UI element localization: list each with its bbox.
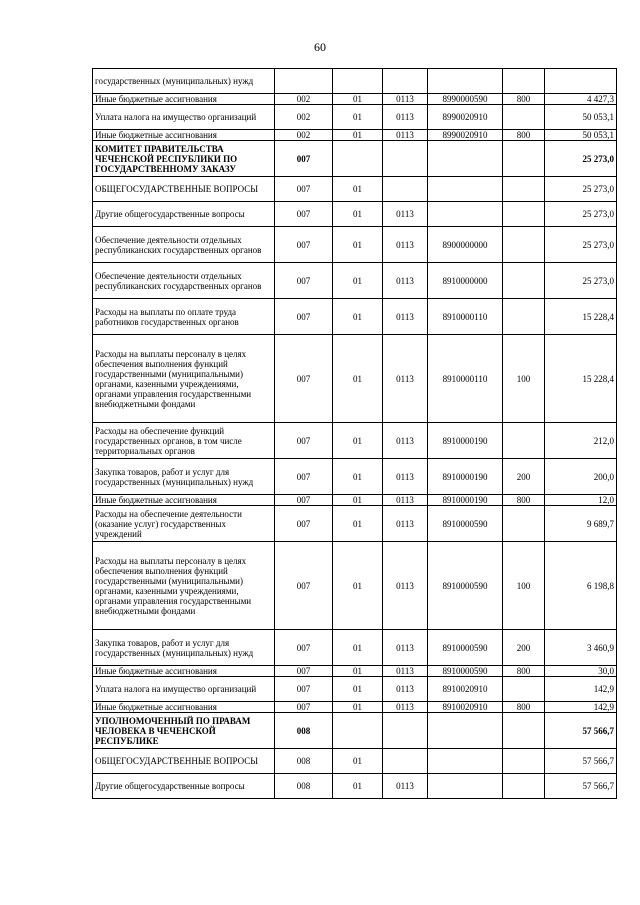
row-expense-type (503, 263, 545, 299)
row-expense-type (503, 299, 545, 335)
row-name: Расходы на выплаты персоналу в целях обеспечения выполнения функций государственными (муниципальными) органами, казенными учреждениями, органами управления государственными внебюджетными фондами (93, 335, 275, 423)
row-target-article: 8910000590 (428, 542, 503, 630)
row-expense-type (503, 506, 545, 542)
row-target-article (428, 774, 503, 799)
row-target-article: 8910000590 (428, 666, 503, 677)
row-section-code: 01 (333, 299, 383, 335)
row-section-code: 01 (333, 202, 383, 227)
row-expense-type (503, 713, 545, 749)
table-row (93, 774, 617, 799)
row-amount: 57 566,7 (545, 749, 617, 774)
row-target-article: 8910000110 (428, 335, 503, 423)
row-expense-type: 200 (503, 630, 545, 666)
row-section-code: 01 (333, 506, 383, 542)
row-section-code: 01 (333, 263, 383, 299)
row-amount: 50 053,1 (545, 130, 617, 141)
row-amount: 57 566,7 (545, 774, 617, 799)
row-expense-type (503, 677, 545, 702)
row-section-code (333, 713, 383, 749)
row-section-code: 01 (333, 495, 383, 506)
row-section-code: 01 (333, 105, 383, 130)
row-name: УПОЛНОМОЧЕННЫЙ ПО ПРАВАМ ЧЕЛОВЕКА В ЧЕЧЕНСКОЙ РЕСПУБЛИКЕ (93, 713, 275, 749)
row-expense-type (503, 105, 545, 130)
row-amount: 142,9 (545, 702, 617, 713)
row-section-code: 01 (333, 94, 383, 105)
row-target-article: 8910020910 (428, 677, 503, 702)
table-row (93, 506, 617, 542)
budget-table (92, 68, 617, 799)
row-admin-code: 007 (275, 177, 333, 202)
row-section-code: 01 (333, 177, 383, 202)
row-expense-type (503, 141, 545, 177)
row-expense-type (503, 177, 545, 202)
row-subsection-code: 0113 (383, 542, 428, 630)
row-subsection-code: 0113 (383, 94, 428, 105)
table-row (93, 666, 617, 677)
row-subsection-code: 0113 (383, 630, 428, 666)
table-row (93, 202, 617, 227)
row-section-code: 01 (333, 749, 383, 774)
row-subsection-code: 0113 (383, 495, 428, 506)
row-subsection-code: 0113 (383, 130, 428, 141)
row-subsection-code: 0113 (383, 459, 428, 495)
row-amount: 15 228,4 (545, 299, 617, 335)
row-expense-type: 800 (503, 702, 545, 713)
row-admin-code: 007 (275, 141, 333, 177)
row-subsection-code: 0113 (383, 263, 428, 299)
row-admin-code: 008 (275, 774, 333, 799)
row-subsection-code (383, 69, 428, 94)
row-admin-code: 002 (275, 105, 333, 130)
row-target-article (428, 69, 503, 94)
row-admin-code: 007 (275, 263, 333, 299)
row-expense-type (503, 202, 545, 227)
row-admin-code: 008 (275, 749, 333, 774)
row-admin-code: 007 (275, 202, 333, 227)
table-row (93, 542, 617, 630)
row-subsection-code: 0113 (383, 105, 428, 130)
row-expense-type: 800 (503, 666, 545, 677)
row-amount (545, 69, 617, 94)
row-amount: 15 228,4 (545, 335, 617, 423)
row-section-code: 01 (333, 227, 383, 263)
row-section-code: 01 (333, 459, 383, 495)
row-expense-type: 200 (503, 459, 545, 495)
row-amount: 12,0 (545, 495, 617, 506)
row-subsection-code: 0113 (383, 666, 428, 677)
row-subsection-code: 0113 (383, 677, 428, 702)
row-name: Иные бюджетные ассигнования (93, 666, 275, 677)
row-amount: 212,0 (545, 423, 617, 459)
row-target-article: 8990000590 (428, 94, 503, 105)
row-admin-code: 007 (275, 459, 333, 495)
row-expense-type: 800 (503, 495, 545, 506)
row-expense-type: 100 (503, 542, 545, 630)
row-name: Расходы на выплаты персоналу в целях обеспечения выполнения функций государственными (муниципальными) органами, казенными учреждениями, органами управления государственными внебюджетными фондами (93, 542, 275, 630)
table-row (93, 299, 617, 335)
row-amount: 25 273,0 (545, 227, 617, 263)
row-target-article (428, 749, 503, 774)
row-target-article: 8910000190 (428, 495, 503, 506)
row-expense-type (503, 69, 545, 94)
row-amount: 25 273,0 (545, 141, 617, 177)
row-name: Закупка товаров, работ и услуг для государственных (муниципальных) нужд (93, 630, 275, 666)
row-name: Уплата налога на имущество организаций (93, 677, 275, 702)
row-target-article: 8900000000 (428, 227, 503, 263)
page-number: 60 (314, 40, 326, 54)
row-expense-type (503, 774, 545, 799)
row-admin-code (275, 69, 333, 94)
table-row (93, 94, 617, 105)
row-target-article: 8910000190 (428, 459, 503, 495)
table-row (93, 702, 617, 713)
budget-table-body (93, 69, 617, 799)
table-row (93, 227, 617, 263)
row-name: ОБЩЕГОСУДАРСТВЕННЫЕ ВОПРОСЫ (93, 177, 275, 202)
table-row (93, 459, 617, 495)
table-row (93, 630, 617, 666)
row-subsection-code: 0113 (383, 227, 428, 263)
row-section-code: 01 (333, 702, 383, 713)
row-name: КОМИТЕТ ПРАВИТЕЛЬСТВА ЧЕЧЕНСКОЙ РЕСПУБЛИКИ ПО ГОСУДАРСТВЕННОМУ ЗАКАЗУ (93, 141, 275, 177)
row-expense-type (503, 423, 545, 459)
row-name: Уплата налога на имущество организаций (93, 105, 275, 130)
row-admin-code: 002 (275, 94, 333, 105)
row-target-article: 8910000590 (428, 506, 503, 542)
table-row (93, 749, 617, 774)
row-section-code (333, 141, 383, 177)
row-subsection-code: 0113 (383, 335, 428, 423)
row-subsection-code: 0113 (383, 423, 428, 459)
row-admin-code: 007 (275, 702, 333, 713)
table-row (93, 713, 617, 749)
table-row (93, 69, 617, 94)
table-row (93, 141, 617, 177)
row-section-code: 01 (333, 335, 383, 423)
row-name: Иные бюджетные ассигнования (93, 130, 275, 141)
row-expense-type (503, 749, 545, 774)
row-target-article (428, 713, 503, 749)
row-amount: 6 198,8 (545, 542, 617, 630)
row-subsection-code: 0113 (383, 702, 428, 713)
row-amount: 25 273,0 (545, 177, 617, 202)
row-section-code: 01 (333, 423, 383, 459)
row-admin-code: 007 (275, 630, 333, 666)
row-admin-code: 007 (275, 677, 333, 702)
row-target-article: 8910000110 (428, 299, 503, 335)
table-row (93, 263, 617, 299)
row-amount: 3 460,9 (545, 630, 617, 666)
row-admin-code: 007 (275, 299, 333, 335)
row-subsection-code (383, 749, 428, 774)
row-expense-type: 100 (503, 335, 545, 423)
row-name: Обеспечение деятельности отдельных республиканских государственных органов (93, 227, 275, 263)
table-row (93, 495, 617, 506)
row-admin-code: 007 (275, 495, 333, 506)
row-admin-code: 007 (275, 335, 333, 423)
table-row (93, 423, 617, 459)
row-name: Иные бюджетные ассигнования (93, 495, 275, 506)
table-row (93, 177, 617, 202)
row-target-article (428, 202, 503, 227)
row-name: Расходы на выплаты по оплате труда работников государственных органов (93, 299, 275, 335)
row-name: Обеспечение деятельности отдельных республиканских государственных органов (93, 263, 275, 299)
row-name: государственных (муниципальных) нужд (93, 69, 275, 94)
row-amount: 9 689,7 (545, 506, 617, 542)
row-expense-type (503, 227, 545, 263)
row-admin-code: 007 (275, 423, 333, 459)
row-section-code: 01 (333, 542, 383, 630)
row-name: Иные бюджетные ассигнования (93, 702, 275, 713)
row-target-article: 8990020910 (428, 105, 503, 130)
row-amount: 25 273,0 (545, 263, 617, 299)
row-name: Расходы на обеспечение функций государственных органов, в том числе территориальных органов (93, 423, 275, 459)
row-name: Расходы на обеспечение деятельности (оказание услуг) государственных учреждений (93, 506, 275, 542)
table-row (93, 130, 617, 141)
row-name: ОБЩЕГОСУДАРСТВЕННЫЕ ВОПРОСЫ (93, 749, 275, 774)
row-subsection-code (383, 713, 428, 749)
row-target-article: 8910020910 (428, 702, 503, 713)
table-row (93, 335, 617, 423)
row-section-code: 01 (333, 774, 383, 799)
table-row (93, 105, 617, 130)
row-amount: 200,0 (545, 459, 617, 495)
row-admin-code: 007 (275, 506, 333, 542)
row-admin-code: 002 (275, 130, 333, 141)
row-target-article: 8910000590 (428, 630, 503, 666)
row-section-code: 01 (333, 666, 383, 677)
row-section-code: 01 (333, 677, 383, 702)
row-name: Другие общегосударственные вопросы (93, 202, 275, 227)
row-admin-code: 007 (275, 227, 333, 263)
row-amount: 57 566,7 (545, 713, 617, 749)
row-name: Другие общегосударственные вопросы (93, 774, 275, 799)
row-expense-type: 800 (503, 94, 545, 105)
row-subsection-code: 0113 (383, 506, 428, 542)
row-admin-code: 007 (275, 666, 333, 677)
row-target-article (428, 141, 503, 177)
row-section-code (333, 69, 383, 94)
row-subsection-code (383, 177, 428, 202)
row-amount: 30,0 (545, 666, 617, 677)
row-name: Закупка товаров, работ и услуг для государственных (муниципальных) нужд (93, 459, 275, 495)
row-amount: 4 427,3 (545, 94, 617, 105)
row-target-article (428, 177, 503, 202)
row-admin-code: 008 (275, 713, 333, 749)
row-amount: 50 053,1 (545, 105, 617, 130)
row-name: Иные бюджетные ассигнования (93, 94, 275, 105)
row-admin-code: 007 (275, 542, 333, 630)
row-target-article: 8990020910 (428, 130, 503, 141)
row-section-code: 01 (333, 130, 383, 141)
row-subsection-code: 0113 (383, 774, 428, 799)
row-amount: 25 273,0 (545, 202, 617, 227)
row-expense-type: 800 (503, 130, 545, 141)
row-subsection-code: 0113 (383, 202, 428, 227)
row-section-code: 01 (333, 630, 383, 666)
row-amount: 142,9 (545, 677, 617, 702)
table-row (93, 677, 617, 702)
row-target-article: 8910000190 (428, 423, 503, 459)
row-subsection-code: 0113 (383, 299, 428, 335)
row-target-article: 8910000000 (428, 263, 503, 299)
row-subsection-code (383, 141, 428, 177)
